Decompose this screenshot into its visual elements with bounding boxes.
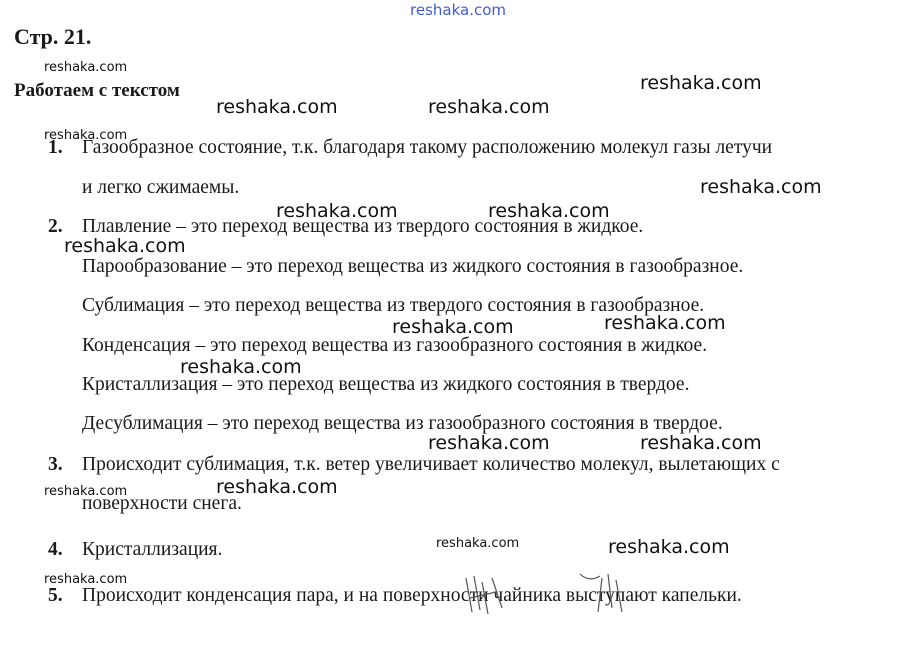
item-line: Конденсация – это переход вещества из газообразного состояния в жидкое. bbox=[82, 335, 708, 356]
item-line: Происходит конденсация пара, и на поверхности чайника выступают капельки. bbox=[82, 585, 742, 606]
watermark: reshaka.com bbox=[428, 432, 550, 454]
item-line: Газообразное состояние, т.к. благодаря такому расположению молекул газы летучи bbox=[82, 137, 773, 158]
item-number: 4. bbox=[48, 539, 63, 560]
watermark: reshaka.com bbox=[640, 72, 762, 94]
watermark: reshaka.com bbox=[44, 572, 128, 587]
item-line: Плавление – это переход вещества из твердого состояния в жидкое. bbox=[82, 216, 644, 237]
watermark: reshaka.com bbox=[608, 536, 730, 558]
watermark: reshaka.com bbox=[216, 476, 338, 498]
item-number: 5. bbox=[48, 585, 63, 606]
watermark: reshaka.com bbox=[428, 96, 550, 118]
watermark: reshaka.com bbox=[44, 128, 128, 143]
watermark: reshaka.com bbox=[64, 235, 186, 257]
item-number: 1. bbox=[48, 137, 63, 158]
watermark: reshaka.com bbox=[276, 200, 398, 222]
watermark: reshaka.com bbox=[436, 536, 520, 551]
watermark: reshaka.com bbox=[44, 60, 128, 75]
item-line: и легко сжимаемы. bbox=[82, 177, 240, 198]
item-line: Парообразование – это переход вещества из жидкого состояния в газообразное. bbox=[82, 256, 744, 277]
top-watermark: reshaka.com bbox=[410, 1, 506, 19]
section-title: Работаем с текстом bbox=[14, 80, 180, 101]
watermark: reshaka.com bbox=[392, 316, 514, 338]
pen-scribble bbox=[462, 568, 642, 618]
watermark: reshaka.com bbox=[180, 356, 302, 378]
watermark: reshaka.com bbox=[604, 312, 726, 334]
watermark: reshaka.com bbox=[640, 432, 762, 454]
watermark: reshaka.com bbox=[488, 200, 610, 222]
watermark: reshaka.com bbox=[216, 96, 338, 118]
watermark: reshaka.com bbox=[44, 484, 128, 499]
item-line: Десублимация – это переход вещества из газообразного состояния в твердое. bbox=[82, 413, 723, 434]
item-line: Сублимация – это переход вещества из твердого состояния в газообразное. bbox=[82, 295, 705, 316]
page-title: Стр. 21. bbox=[14, 24, 92, 49]
item-line: Происходит сублимация, т.к. ветер увеличивает количество молекул, вылетающих с bbox=[82, 454, 780, 475]
item-number: 2. bbox=[48, 216, 63, 237]
item-number: 3. bbox=[48, 454, 63, 475]
watermark: reshaka.com bbox=[700, 176, 822, 198]
item-line: поверхности снега. bbox=[82, 493, 242, 514]
item-line: Кристаллизация – это переход вещества из жидкого состояния в твердое. bbox=[82, 374, 690, 395]
item-line: Кристаллизация. bbox=[82, 539, 223, 560]
